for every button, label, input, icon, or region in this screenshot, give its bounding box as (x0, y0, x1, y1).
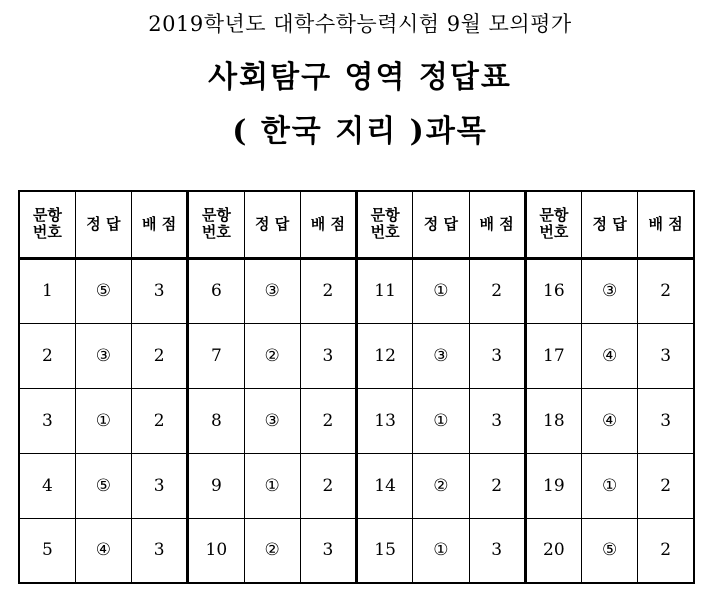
points-header: 배 점 (300, 191, 356, 258)
points-cell: 2 (132, 323, 188, 388)
question-number-cell: 17 (525, 323, 581, 388)
question-number-cell: 18 (525, 388, 581, 453)
question-number-cell: 7 (188, 323, 244, 388)
points-cell: 2 (300, 453, 356, 518)
answer-cell: ① (413, 518, 469, 583)
points-cell: 3 (132, 453, 188, 518)
question-number-cell: 3 (19, 388, 75, 453)
question-number-cell: 13 (357, 388, 413, 453)
points-header: 배 점 (638, 191, 694, 258)
answer-sheet-title: 사회탐구 영역 정답표 (208, 60, 512, 95)
points-cell: 3 (469, 388, 525, 453)
question-number-cell: 20 (525, 518, 581, 583)
answer-cell: ④ (75, 518, 131, 583)
question-number-cell: 15 (357, 518, 413, 583)
answer-cell: ③ (75, 323, 131, 388)
points-header: 배 점 (469, 191, 525, 258)
points-cell: 3 (132, 258, 188, 323)
answer-header: 정 답 (244, 191, 300, 258)
question-number-cell: 1 (19, 258, 75, 323)
table-row (19, 258, 694, 323)
question-number-cell: 16 (525, 258, 581, 323)
points-cell: 2 (300, 388, 356, 453)
answer-cell: ③ (582, 258, 638, 323)
points-cell: 2 (469, 453, 525, 518)
answer-header: 정 답 (413, 191, 469, 258)
points-cell: 3 (469, 323, 525, 388)
answer-cell: ② (413, 453, 469, 518)
answer-cell: ② (244, 323, 300, 388)
question-number-cell: 9 (188, 453, 244, 518)
question-number-header: 문항 번호 (525, 191, 581, 258)
answer-cell: ⑤ (75, 453, 131, 518)
table-row (19, 453, 694, 518)
points-cell: 3 (638, 388, 694, 453)
answer-cell: ⑤ (582, 518, 638, 583)
question-number-cell: 14 (357, 453, 413, 518)
table-row (19, 518, 694, 583)
points-cell: 2 (638, 258, 694, 323)
answer-header: 정 답 (75, 191, 131, 258)
answer-cell: ② (244, 518, 300, 583)
points-cell: 2 (469, 258, 525, 323)
points-cell: 3 (300, 323, 356, 388)
answer-cell: ③ (244, 388, 300, 453)
answer-cell: ③ (244, 258, 300, 323)
table-header-row (19, 191, 694, 258)
answer-cell: ① (413, 388, 469, 453)
question-number-header: 문항 번호 (357, 191, 413, 258)
question-number-cell: 4 (19, 453, 75, 518)
question-number-cell: 10 (188, 518, 244, 583)
answer-cell: ④ (582, 388, 638, 453)
points-cell: 2 (132, 388, 188, 453)
question-number-header: 문항 번호 (19, 191, 75, 258)
question-number-cell: 11 (357, 258, 413, 323)
points-cell: 2 (638, 518, 694, 583)
subject-title: ( 한국 지리 )과목 (232, 114, 488, 149)
question-number-cell: 12 (357, 323, 413, 388)
question-number-header: 문항 번호 (188, 191, 244, 258)
answer-cell: ① (413, 258, 469, 323)
question-number-cell: 2 (19, 323, 75, 388)
points-cell: 3 (300, 518, 356, 583)
table-row (19, 323, 694, 388)
points-cell: 2 (300, 258, 356, 323)
answer-header: 정 답 (582, 191, 638, 258)
answer-cell: ④ (582, 323, 638, 388)
table-row (19, 388, 694, 453)
answer-table (18, 190, 695, 584)
answer-cell: ⑤ (75, 258, 131, 323)
points-header: 배 점 (132, 191, 188, 258)
question-number-cell: 5 (19, 518, 75, 583)
question-number-cell: 19 (525, 453, 581, 518)
points-cell: 3 (132, 518, 188, 583)
answer-cell: ③ (413, 323, 469, 388)
answer-cell: ① (244, 453, 300, 518)
answer-cell: ① (75, 388, 131, 453)
points-cell: 3 (638, 323, 694, 388)
question-number-cell: 8 (188, 388, 244, 453)
question-number-cell: 6 (188, 258, 244, 323)
exam-title: 2019학년도 대학수학능력시험 9월 모의평가 (148, 12, 572, 36)
points-cell: 3 (469, 518, 525, 583)
points-cell: 2 (638, 453, 694, 518)
answer-cell: ① (582, 453, 638, 518)
